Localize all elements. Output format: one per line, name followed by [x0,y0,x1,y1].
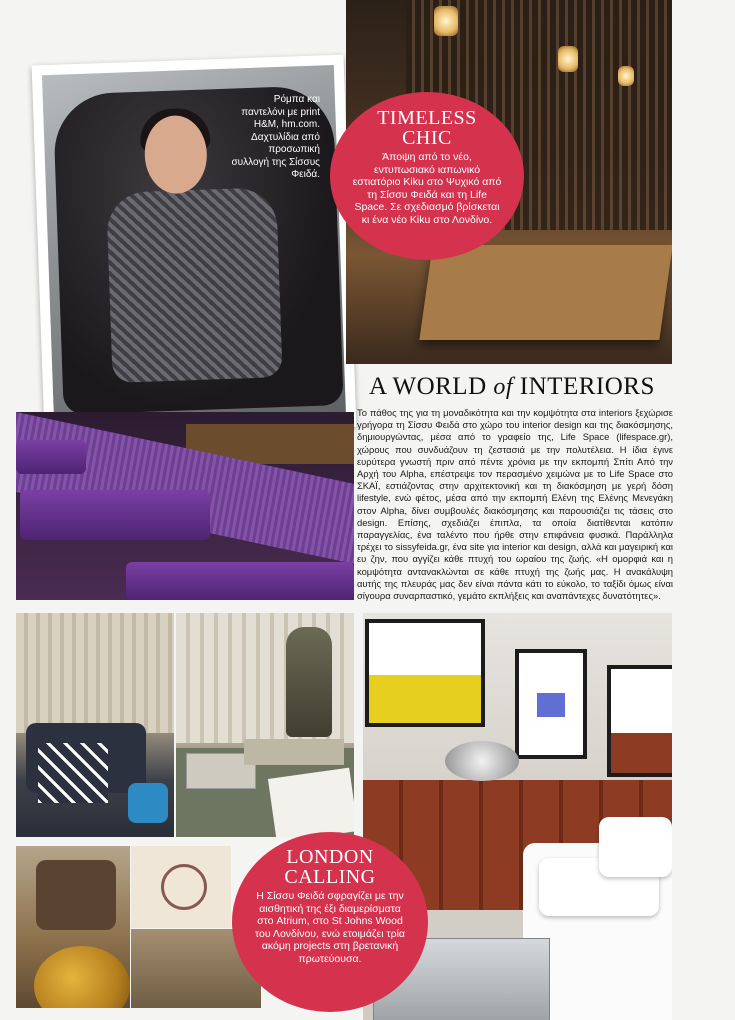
timeless-title-2: CHIC [402,127,452,149]
london-calling-badge [232,832,428,1012]
headline-part-1: A WORLD [369,373,494,400]
embroidered-linen-photo [131,846,231,928]
purple-bar-photo [16,412,354,600]
statue-tray-photo [176,613,354,837]
article-headline [369,373,669,401]
timeless-title-1: TIMELESS [377,107,477,129]
woman-figure [106,187,283,383]
london-text: Η Σίσσυ Φειδά σφραγίζει με την αισθητική της έξι διαμερίσματα στο Atrium, στο St Johns Wood του Λονδίνου, ενώ ετοιμάζει τρία ακόμη projects στη βρετανική πρωτεύουσα. [255,890,405,965]
dining-table [419,245,672,340]
headline-of: of [493,374,514,400]
article-body: Το πάθος της για τη μοναδικότητα και την κομψότητα στα interiors ξεχώρισε γρήγορα τη Σίσσυ Φειδά στο χώρο του interior design και της διακόσμησης, δημιουργώντας, μέσα από το γραφείο της, Life Space (lifespace.gr), χώρους που συνδυάζουν τη ζεστασιά με την πολυτέλεια. Η ίδια έγινε ευρύτερα γνωστή πριν από πέντε χρόνια με την εκπομπή Σπίτι Από την Αρχή του Alpha, επέστρεψε τον περασμένο χειμώνα με το Life Space στο ΣΚΑΪ, εστιάζοντας στην αρχιτεκτονική και τη διακόσμηση με γερή δόση lifestyle, ενώ φέτος, μέσα από την εκπομπή Ελένη της Ελένης Μενεγάκη στον Alpha, δίνει συμβουλές διακόσμησης και παρουσιάζει τις τάσεις στο design. Επίσης, σχεδιάζει έπιπλα, τα οποία διατίθενται κατόπιν παραγγελίας, ένα ταλέντο που ήρθε στην επιφάνεια φυσικά. Παράλληλα τρέχει το sissyfeida.gr, ένα site για interior και design, αλλά και μαγειρική και ευ ζην, που αγγίζει κάθε πτυχή του ωραίου της ζωής. «Η ομορφιά και η κομψότητα αντανακλώνται σε κάθε πτυχή της ζωής μας. Η ανακάλυψη αυτής της πλευράς μας δεν είναι πάντα κάτι το εύκολο, το ταξίδι όμως είναι σίγουρα συναρπαστικό, γεμάτο εκπλήξεις και αναπάντεχες δυνατότητες». [357,407,673,602]
headline-part-2: INTERIORS [513,373,655,400]
london-title-1: LONDON [286,846,374,868]
portrait-caption: Ρόμπα και παντελόνι με print H&M, hm.com. Δαχτυλίδια από προσωπική συλλογή της Σίσσυς Φειδά. [231,94,320,180]
london-title-2: CALLING [284,866,376,888]
gold-ball-chair-photo [16,846,130,1008]
timeless-text: Άποψη από το νέο, εντυπωσιακό ιαπωνικό εστιατόριο Kiku στο Ψυχικό από τη Σίσσυ Φειδά και τη Life Space. Σε σχεδιασμό βρίσκεται κι ένα νέο Kiku στο Λονδίνο. [352,151,502,226]
living-room-photo [16,613,174,837]
timeless-chic-badge [330,92,524,260]
